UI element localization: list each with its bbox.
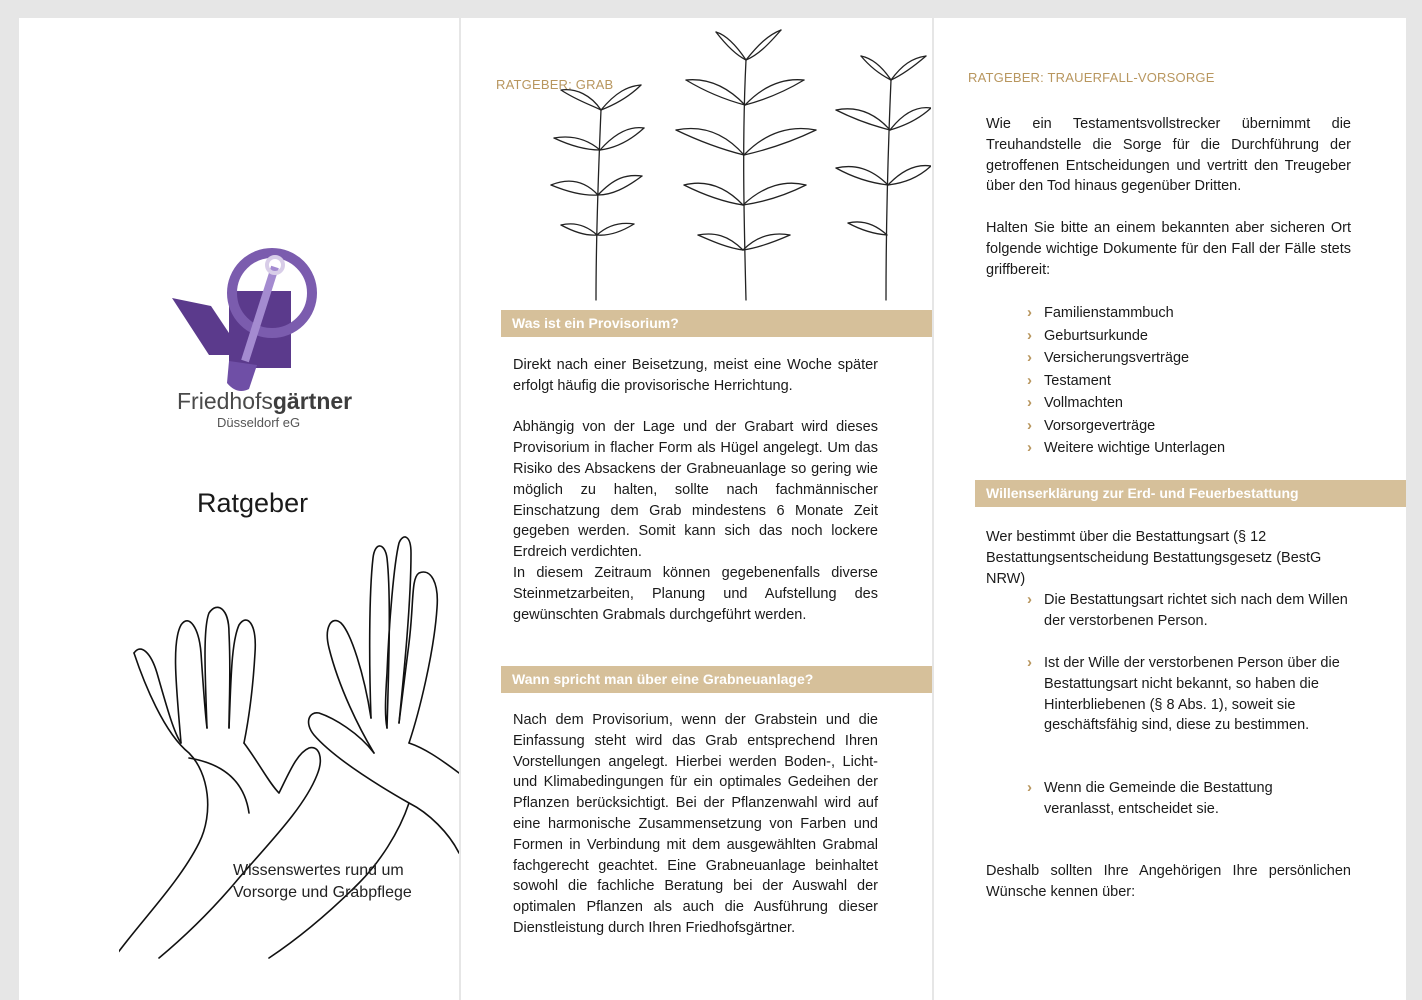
hands-illustration — [119, 513, 459, 983]
chevron-right-icon: › — [1027, 591, 1032, 608]
list-item: › Versicherungsverträge — [1027, 347, 1225, 370]
heading-grabneuanlage: Wann spricht man über eine Grabneuanlage? — [501, 666, 932, 693]
cover-subtitle-line2: Vorsorge und Grabpflege — [233, 884, 412, 901]
cover-subtitle — [233, 860, 412, 904]
watering-can-logo-icon — [169, 243, 324, 393]
logo-wordmark: Friedhofsgärtner — [177, 388, 353, 414]
heading-provisorium: Was ist ein Provisorium? — [501, 310, 932, 337]
chevron-right-icon: › — [1027, 371, 1032, 389]
provisorium-p1: Direkt nach einer Beisetzung, meist eine Woche später erfolgt häufig die provisorische Herrichtung. — [513, 357, 878, 394]
plants-illustration — [546, 20, 931, 302]
provisorium-text — [513, 355, 878, 625]
vorsorge-p1: Wie ein Testamentsvollstrecker übernimmt die Treuhandstelle die Sorge für die Durchführung der getroffenen Entscheidungen und vertritt den Treugeber über den Tod hinaus gegenüber Dritten. — [986, 116, 1351, 195]
list-item: › Geburtsurkunde — [1027, 325, 1225, 348]
cover-title: Ratgeber — [197, 488, 309, 518]
chevron-right-icon: › — [1027, 654, 1032, 671]
bestattungsart-intro: Wer bestimmt über die Bestattungsart (§ 12 Bestattungsentscheidung Bestattungsgesetz (BestG NRW) — [986, 529, 1322, 587]
list-item: › Vollmachten — [1027, 392, 1225, 415]
logo-location: Düsseldorf eG — [217, 415, 301, 430]
chevron-right-icon: › — [1027, 394, 1032, 411]
provisorium-p3: In diesem Zeitraum können gegebenenfalls diverse Steinmetzarbeiten, Planung und Aufstellung des gewünschten Grabmals durchgeführt werden. — [513, 564, 878, 623]
vorsorge-p2: Halten Sie bitte an einem bekannten aber sicheren Ort folgende wichtige Dokumente für den Fall der Fälle stets griffbereit: — [986, 219, 1351, 278]
vorsorge-panel — [934, 18, 1406, 1000]
documents-list — [1027, 302, 1225, 460]
chevron-right-icon: › — [1027, 439, 1032, 456]
chevron-right-icon: › — [1027, 779, 1032, 796]
grab-kicker: RATGEBER: GRAB — [496, 77, 614, 92]
list-item: › Vorsorgeverträge — [1027, 415, 1225, 438]
chevron-right-icon: › — [1027, 416, 1032, 434]
vorsorge-closing: Deshalb sollten Ihre Angehörigen Ihre persönlichen Wünsche kennen über: — [986, 863, 1351, 900]
grabneuanlage-p1: Nach dem Provisorium, wenn der Grabstein und die Einfassung steht wird das Grab entsprechend Ihren Vorstellungen angelegt. Hierbei werden Boden-, Licht- und Klimabedingungen für ein optimales Gedeihen der Pflanzen berücksichtigt. Bei der Pflanzenwahl wird auf eine harmonische Zusammensetzung von Farben und Formen in Verbindung mit dem ausgewählten Grabmal fachgerecht geachtet. Eine Grabneuanlage beinhaltet sowohl die fachliche Beratung bei der Auswahl der optimalen Pflanzen als auch die Ausführung dieser Dienstleistung durch Ihren Friedhofsgärtner. — [513, 712, 878, 936]
chevron-right-icon: › — [1027, 349, 1032, 366]
grab-panel — [461, 18, 932, 1000]
cover-panel — [19, 18, 459, 1000]
rule-item: › Ist der Wille der verstorbenen Person über die Bestattungsart nicht bekannt, so haben die Hinterbliebenen (§ 8 Abs. 1), soweit sie geschäftsfähig sind, diese zu bestimmen. — [1027, 654, 1340, 734]
provisorium-p2: Abhängig von der Lage und der Grabart wird dieses Provisorium in flacher Form als Hügel angelegt. Um das Risiko des Absackens der Grabneuanlage so gering wie möglich zu halten, sollte nach fachmännischer Einschatzung dem Grab mindestens 6 Monate Zeit gegeben werden. Somit kann sich das noch lockere Erdreich verdichten. — [513, 419, 878, 561]
vorsorge-intro — [986, 114, 1351, 280]
chevron-right-icon: › — [1027, 326, 1032, 344]
rule-item: › Die Bestattungsart richtet sich nach dem Willen der verstorbenen Person. — [1027, 591, 1348, 629]
list-item: › Weitere wichtige Unterlagen — [1027, 437, 1225, 460]
list-item: › Familienstammbuch — [1027, 302, 1225, 325]
heading-willenserklaerung: Willenserklärung zur Erd- und Feuerbestattung — [975, 480, 1406, 507]
chevron-right-icon: › — [1027, 304, 1032, 321]
rule-item: › Wenn die Gemeinde die Bestattung veranlasst, entscheidet sie. — [1027, 779, 1273, 817]
vorsorge-kicker: RATGEBER: TRAUERFALL-VORSORGE — [968, 70, 1215, 85]
grabneuanlage-text — [513, 710, 878, 939]
list-item: › Testament — [1027, 370, 1225, 393]
cover-subtitle-line1: Wissenswertes rund um — [233, 862, 404, 879]
